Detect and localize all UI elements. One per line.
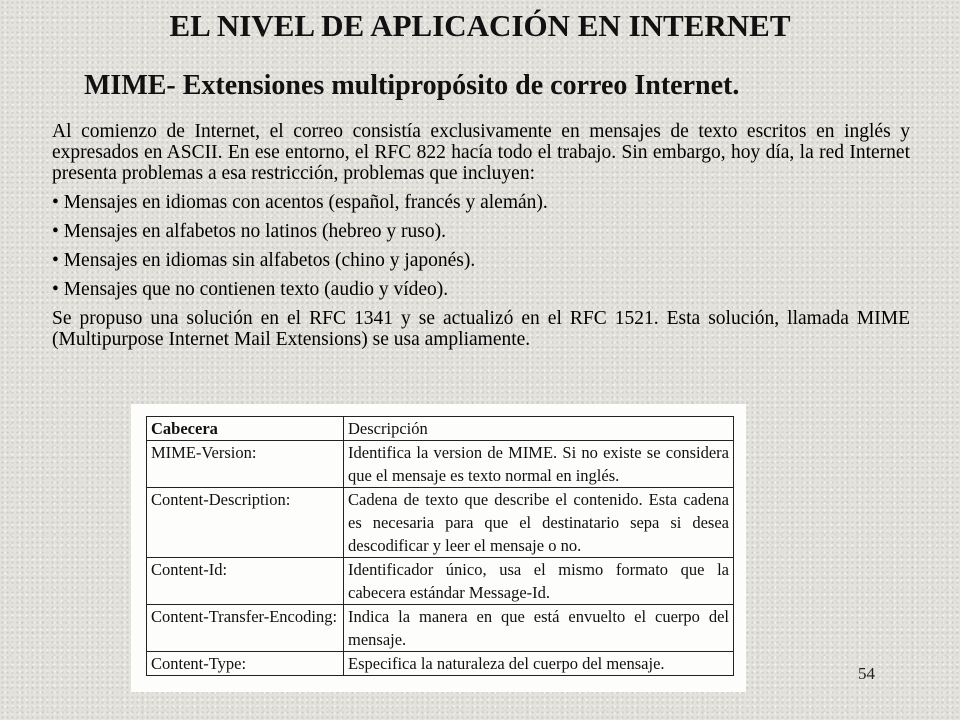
bullet-item-non-text: • Mensajes que no contienen texto (audio y vídeo). — [52, 279, 449, 300]
header-name-cell: Content-Id: — [147, 558, 344, 605]
table-row — [147, 488, 734, 558]
closing-paragraph: Se propuso una solución en el RFC 1341 y se actualizó en el RFC 1521. Esta solución, llamada MIME (Multipurpose Internet Mail Extensions) se usa ampliamente. — [52, 308, 910, 350]
slide-subtitle: MIME- Extensiones multipropósito de correo Internet. — [84, 70, 740, 101]
header-description-cell: Indica la manera en que está envuelto el cuerpo del mensaje. — [344, 605, 734, 652]
header-description-cell: Identificador único, usa el mismo formato que la cabecera estándar Message-Id. — [344, 558, 734, 605]
header-description-cell: Cadena de texto que describe el contenido. Esta cadena es necesaria para que el destinatario sepa si desea descodificar y leer el mensaje o no. — [344, 488, 734, 558]
header-description-cell: Especifica la naturaleza del cuerpo del mensaje. — [344, 652, 734, 676]
bullet-item-no-alphabet: • Mensajes en idiomas sin alfabetos (chino y japonés). — [52, 250, 476, 271]
mime-headers-table — [146, 416, 734, 676]
table-row — [147, 558, 734, 605]
intro-paragraph: Al comienzo de Internet, el correo consistía exclusivamente en mensajes de texto escritos en inglés y expresados en ASCII. En ese entorno, el RFC 822 hacía todo el trabajo. Sin embargo, hoy día, la red Internet presenta problemas a esa restricción, problemas que incluyen: — [52, 121, 910, 184]
table-row — [147, 605, 734, 652]
table-row — [147, 441, 734, 488]
header-cell-cabecera: Cabecera — [147, 417, 344, 441]
header-cell-descripcion: Descripción — [344, 417, 734, 441]
header-name-cell: Content-Description: — [147, 488, 344, 558]
bullet-item-accents: • Mensajes en idiomas con acentos (español, francés y alemán). — [52, 192, 548, 213]
table-header-row — [147, 417, 734, 441]
slide-body — [52, 121, 910, 350]
bullet-item-non-latin: • Mensajes en alfabetos no latinos (hebreo y ruso). — [52, 221, 447, 242]
table-row — [147, 652, 734, 676]
page-number: 54 — [858, 664, 875, 683]
slide-title: EL NIVEL DE APLICACIÓN EN INTERNET — [169, 8, 791, 43]
header-name-cell: MIME-Version: — [147, 441, 344, 488]
header-name-cell: Content-Transfer-Encoding: — [147, 605, 344, 652]
header-description-cell: Identifica la version de MIME. Si no existe se considera que el mensaje es texto normal en inglés. — [344, 441, 734, 488]
mime-headers-table-image — [131, 404, 746, 692]
header-name-cell: Content-Type: — [147, 652, 344, 676]
